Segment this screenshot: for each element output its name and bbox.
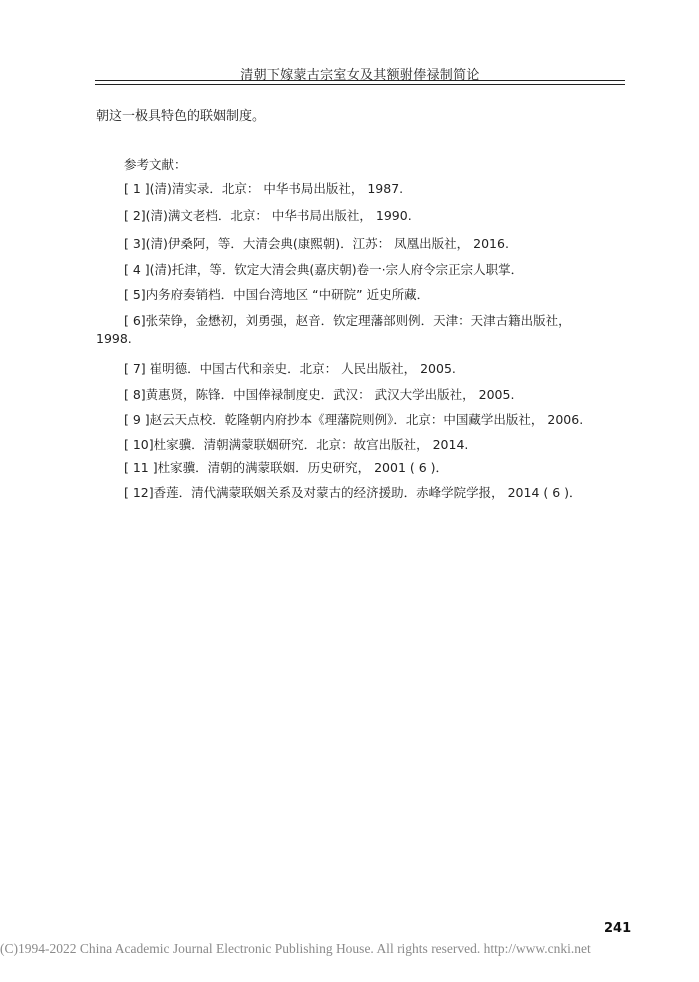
body-closing-line: 朝这一极具特色的联姻制度。	[96, 109, 266, 124]
reference-item-5: [ 5]内务府奏销档．中国台湾地区 “中研院” 近史所藏．	[124, 287, 430, 302]
reference-item-12: [ 12]香莲．清代满蒙联姻关系及对蒙古的经济援助．赤峰学院学报， 2014 ( 6 )．	[124, 485, 582, 500]
reference-item-4: [ 4 ](清)托津，等．钦定大清会典(嘉庆朝)卷一·宗人府令宗正宗人职掌．	[124, 262, 524, 277]
header-rule-thin	[95, 84, 625, 85]
reference-item-9: [ 9 ]赵云天点校．乾隆朝内府抄本《理藩院则例》．北京：中国藏学出版社， 2006.	[124, 412, 584, 427]
reference-item-2: [ 2](清)满文老档．北京： 中华书局出版社， 1990.	[124, 208, 412, 223]
running-head: 清朝下嫁蒙古宗室女及其额驸俸禄制简论	[240, 68, 480, 83]
reference-item-1: [ 1 ](清)清实录．北京： 中华书局出版社， 1987.	[124, 181, 404, 196]
reference-item-3: [ 3](清)伊桑阿，等．大清会典(康熙朝)．江苏： 凤凰出版社， 2016.	[124, 236, 509, 251]
reference-item-11: [ 11 ]杜家骥．清朝的满蒙联姻．历史研究， 2001 ( 6 )．	[124, 460, 449, 475]
page-number: 241	[604, 921, 632, 936]
reference-item-8: [ 8]黄惠贤，陈锋．中国俸禄制度史．武汉： 武汉大学出版社， 2005.	[124, 387, 515, 402]
reference-item-6: [ 6]张荣铮，金懋初，刘勇强，赵音．钦定理藩部则例．天津：天津古籍出版社，	[124, 313, 571, 328]
header-rule-thick	[95, 80, 625, 81]
references-heading: 参考文献：	[124, 157, 187, 172]
copyright-line: (C)1994-2022 China Academic Journal Electronic Publishing House. All rights reserved. http://www.cnki.net	[0, 941, 591, 956]
reference-item-7: [ 7] 崔明德．中国古代和亲史．北京： 人民出版社， 2005.	[124, 361, 456, 376]
reference-item-10: [ 10]杜家骥．清朝满蒙联姻研究．北京：故宫出版社， 2014.	[124, 437, 469, 452]
reference-item-6-continued: 1998.	[96, 331, 132, 346]
